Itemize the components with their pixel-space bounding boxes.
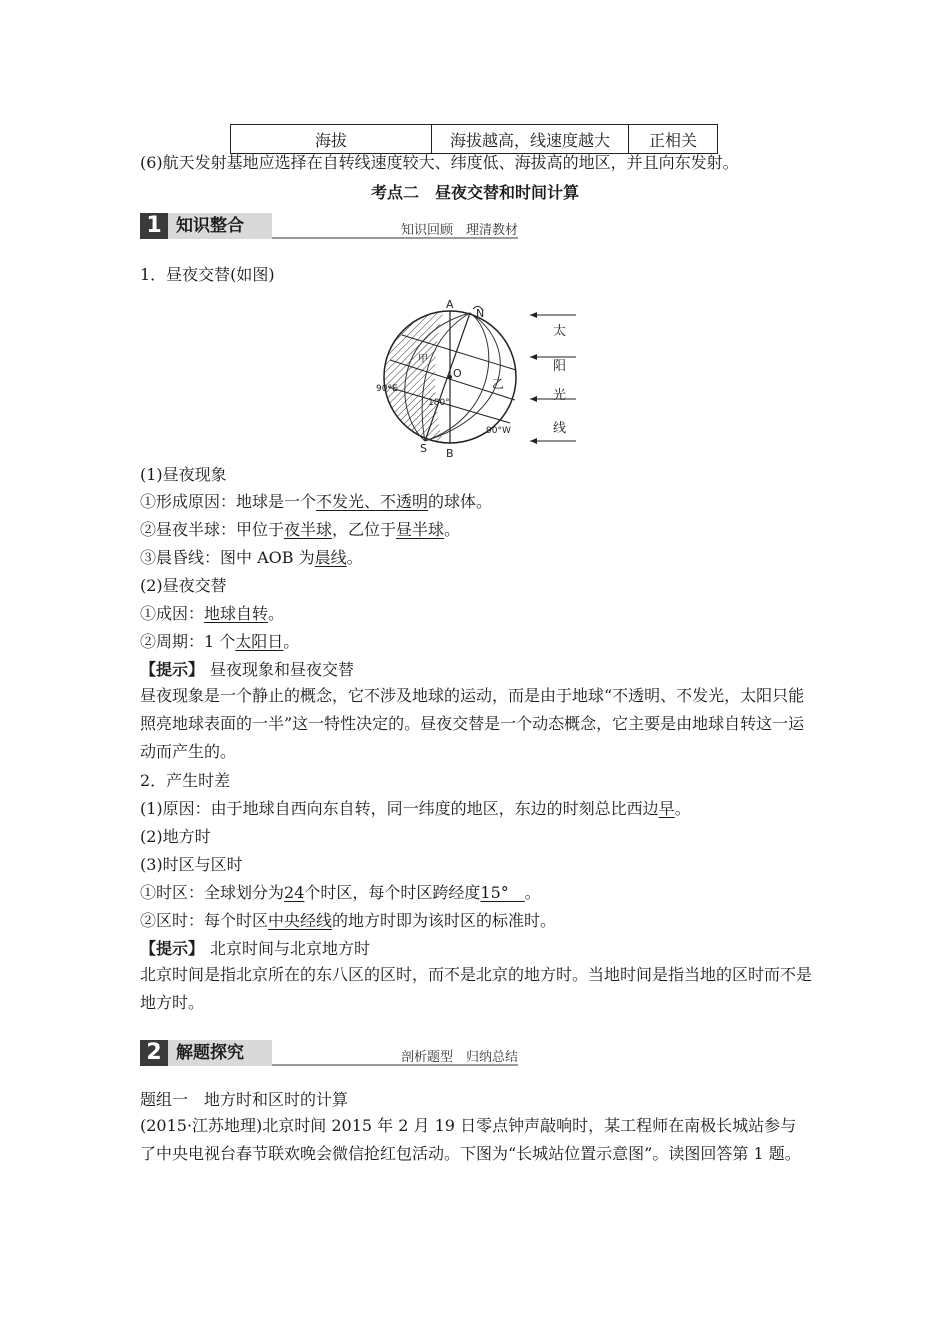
banner-label: 知识整合 — [168, 213, 272, 239]
label-yi: 乙 — [492, 377, 505, 391]
point-6: (6)航天发射基地应选择在自转线速度较大、纬度低、海拔高的地区，并且向东发射。 — [140, 153, 739, 172]
label-jia: 甲 — [418, 354, 428, 365]
sun-label-4: 线 — [553, 421, 567, 436]
s1-item-a: ①形成原因：地球是一个不发光、不透明的球体。 — [140, 492, 493, 511]
problem-banner — [140, 1040, 518, 1066]
label-90e: 90°E — [376, 384, 398, 394]
s1-item-c: ③晨昏线：图中 AOB 为晨线。 — [140, 548, 363, 567]
label-180: 180° — [428, 398, 450, 408]
tip-1-heading: 【提示】 昼夜现象和昼夜交替 — [140, 660, 355, 679]
s1-heading: (1)昼夜现象 — [140, 465, 227, 484]
table-cell: 海拔 — [231, 125, 432, 154]
sun-label-2: 阳 — [553, 359, 567, 374]
banner-number: 1 — [140, 213, 168, 239]
time-item-3b: ②区时：每个时区中央经线的地方时即为该时区的标准时。 — [140, 911, 557, 930]
time-item-3: (3)时区与区时 — [140, 855, 243, 874]
item-1-title: 1．昼夜交替(如图) — [140, 265, 275, 284]
label-b: B — [446, 447, 454, 460]
tip-1-body: 昼夜现象是一个静止的概念，它不涉及地球的运动，而是由于地球“不透明、不发光，太阳只能照亮地球表面的一半”这一特性决定的。昼夜交替是一个动态概念，它主要是由地球自转这一运动而产生的。 — [140, 686, 805, 761]
tip-2-heading: 【提示】 北京时间与北京地方时 — [140, 939, 371, 958]
table-cell: 正相关 — [629, 125, 718, 154]
knowledge-banner — [140, 213, 518, 239]
item-2-title: 2．产生时差 — [140, 771, 231, 790]
sun-label-1: 太 — [553, 324, 567, 339]
banner-subtitle: 剖析题型 归纳总结 — [400, 1050, 518, 1065]
globe-figure — [370, 295, 580, 460]
table-cell: 海拔越高，线速度越大 — [432, 125, 629, 154]
group-1-title: 题组一 地方时和区时的计算 — [140, 1090, 349, 1109]
time-item-1: (1)原因：由于地球自西向东自转，同一纬度的地区，东边的时刻总比西边早。 — [140, 799, 691, 818]
question-body: (2015·江苏地理)北京时间 2015 年 2 月 19 日零点钟声敲响时，某工程师在南极长城站参与了中央电视台春节联欢晚会微信抢红包活动。下图为“长城站位置示意图”。读图回答第 1 题。 — [140, 1116, 801, 1163]
section-title: 考点二 昼夜交替和时间计算 — [370, 183, 579, 202]
label-a: A — [446, 298, 454, 311]
label-n: N — [476, 307, 485, 320]
comparison-table — [230, 124, 718, 154]
label-o: O — [453, 367, 462, 380]
banner-subtitle: 知识回顾 理清教材 — [400, 223, 518, 238]
s2-item-b: ②周期：1 个太阳日。 — [140, 632, 300, 651]
s2-item-a: ①成因：地球自转。 — [140, 604, 285, 623]
label-90w: 90°W — [486, 426, 511, 436]
day-night-diagram — [370, 295, 580, 460]
center-point — [448, 375, 452, 379]
sun-label-3: 光 — [553, 388, 567, 403]
banner-number: 2 — [140, 1040, 168, 1066]
s1-item-b: ②昼夜半球：甲位于夜半球，乙位于昼半球。 — [140, 520, 461, 539]
time-item-2: (2)地方时 — [140, 827, 211, 846]
table-row — [231, 125, 718, 154]
label-s: S — [420, 442, 427, 455]
time-item-3a: ①时区：全球划分为24个时区，每个时区跨经度15° 。 — [140, 883, 541, 902]
s2-heading: (2)昼夜交替 — [140, 576, 227, 595]
banner-label: 解题探究 — [168, 1040, 272, 1066]
tip-2-body: 北京时间是指北京所在的东八区的区时，而不是北京的地方时。当地时间是指当地的区时而不是地方时。 — [140, 965, 813, 1012]
